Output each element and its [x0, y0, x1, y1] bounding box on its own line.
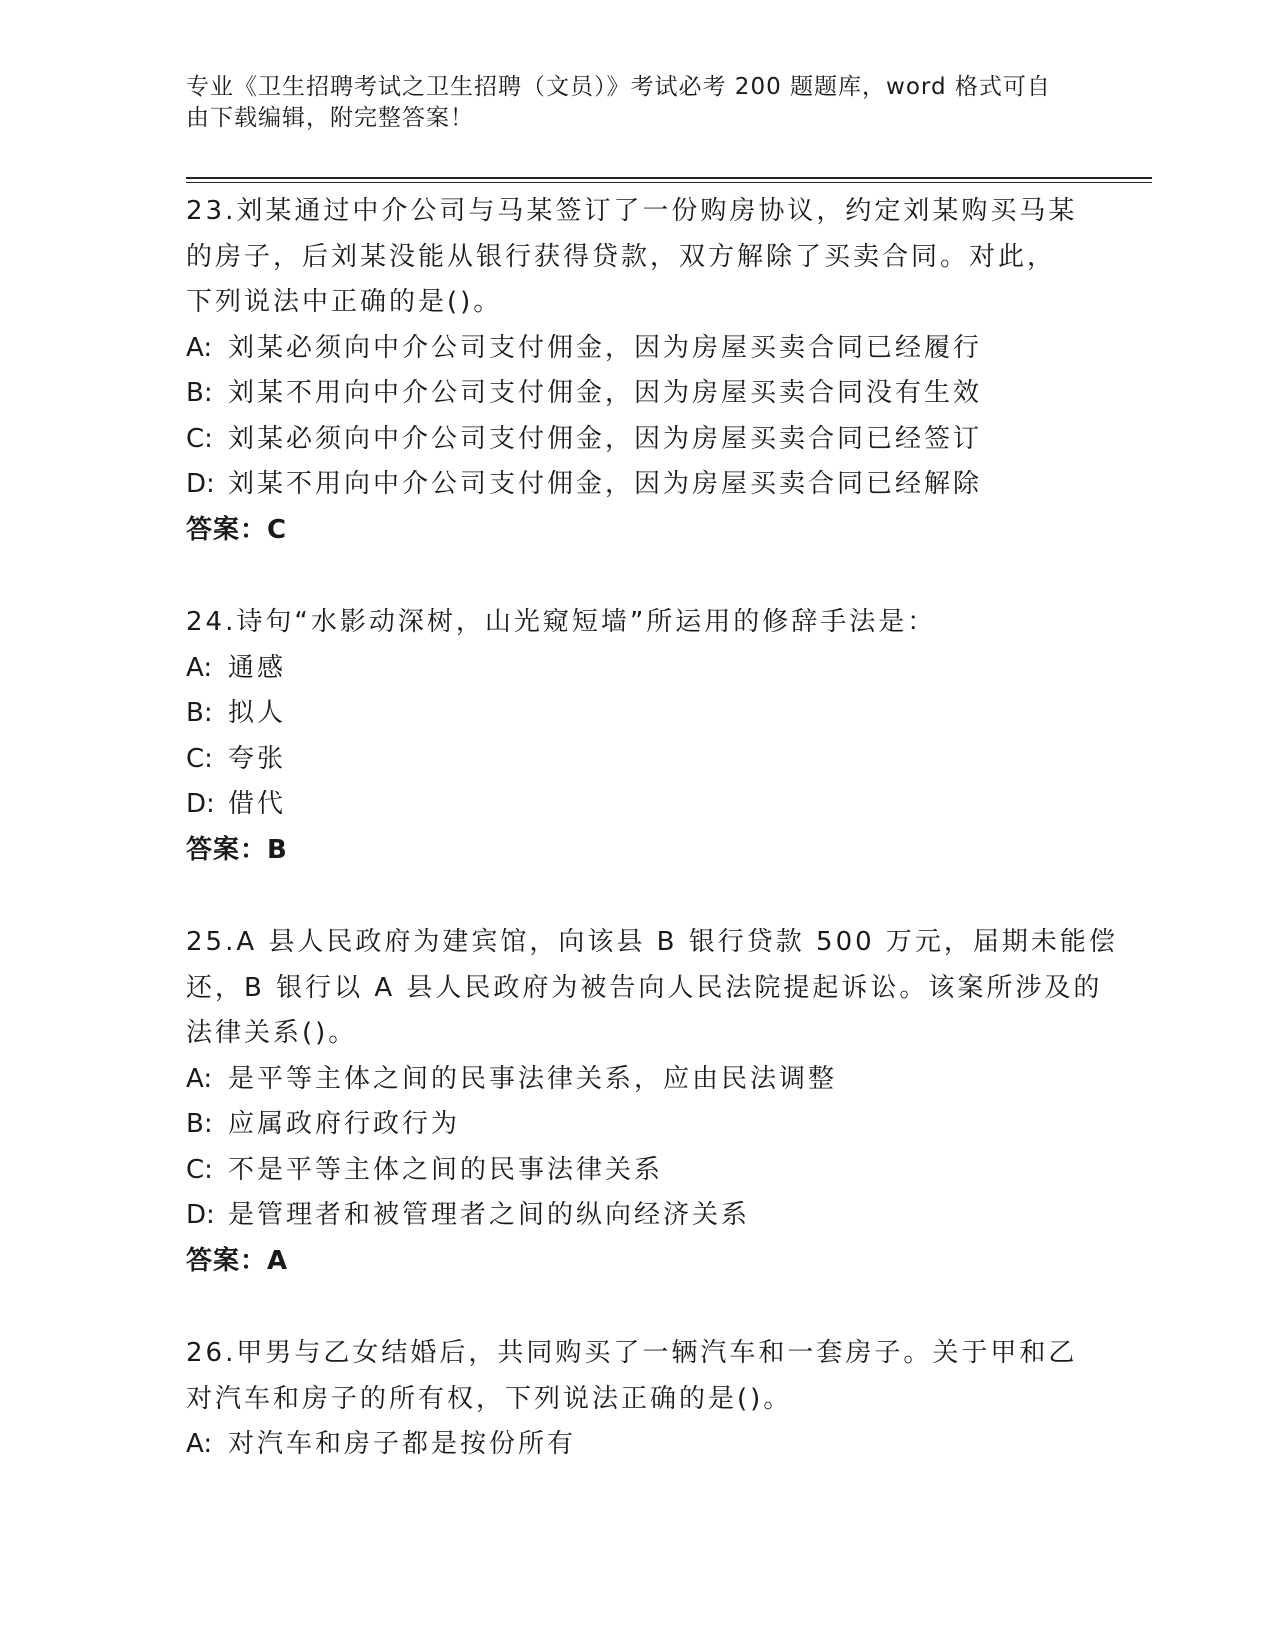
option-letter: A:: [186, 1429, 213, 1459]
stem-line: 23.刘某通过中介公司与马某签订了一份购房协议，约定刘某购买马某: [186, 196, 1078, 226]
question-stem: [186, 189, 1086, 326]
option-letter: D:: [186, 469, 215, 499]
option-letter: B:: [186, 378, 213, 408]
option-text: 刘某不用向中介公司支付佣金，因为房屋买卖合同已经解除: [228, 469, 983, 499]
answer-line: 答案：A: [186, 1245, 289, 1276]
option-letter: D:: [186, 789, 215, 819]
option-b: [186, 691, 1086, 737]
stem-line: 还，B 银行以 A 县人民政府为被告向人民法院提起诉讼。该案所涉及的: [186, 972, 1103, 1003]
option-text: 应属政府行政行为: [228, 1109, 461, 1139]
question-stem: [186, 1331, 1086, 1422]
header-title-line-1: 专业《卫生招聘考试之卫生招聘（文员）》考试必考 200 题题库，word 格式可自: [186, 74, 1051, 100]
option-b: [186, 371, 1086, 417]
option-text: 刘某必须向中介公司支付佣金，因为房屋买卖合同已经履行: [228, 332, 983, 363]
stem-line: 下列说法中正确的是()。: [186, 287, 503, 317]
header-title-line-2: 由下载编辑，附完整答案！: [186, 105, 474, 131]
stem-line: 法律关系()。: [186, 1018, 358, 1048]
header-divider: [186, 177, 1152, 179]
option-a: [186, 1057, 1086, 1103]
option-a: [186, 646, 1086, 692]
option-text: 是管理者和被管理者之间的纵向经济关系: [228, 1200, 751, 1230]
stem-line: 25.A 县人民政府为建宾馆，向该县 B 银行贷款 500 万元，届期未能偿: [186, 927, 1118, 957]
document-header: [186, 72, 1086, 134]
option-letter: A:: [186, 652, 213, 683]
stem-line: 24.诗句“水影动深树，山光窥短墙”所运用的修辞手法是：: [186, 607, 937, 637]
option-a: [186, 1422, 1086, 1468]
option-text: 对汽车和房子都是按份所有: [228, 1429, 577, 1459]
option-a: [186, 326, 1086, 372]
option-letter: D:: [186, 1200, 215, 1230]
option-c: [186, 417, 1086, 463]
header-divider-thin: [186, 182, 1152, 183]
option-letter: C:: [186, 1154, 213, 1185]
option-text: 借代: [228, 789, 287, 819]
option-text: 夸张: [228, 743, 287, 774]
option-text: 是平等主体之间的民事法律关系，应由民法调整: [228, 1063, 838, 1094]
option-b: [186, 1102, 1086, 1148]
question-list: [186, 189, 1118, 1515]
option-letter: B:: [186, 698, 213, 728]
question-24: [186, 600, 1086, 873]
option-letter: A:: [186, 1063, 213, 1094]
stem-line: 的房子，后刘某没能从银行获得贷款，双方解除了买卖合同。对此，: [186, 241, 1057, 272]
option-d: [186, 782, 1086, 828]
question-stem: [186, 600, 1086, 646]
stem-line: 26.甲男与乙女结婚后，共同购买了一辆汽车和一套房子。关于甲和乙: [186, 1338, 1078, 1368]
option-letter: B:: [186, 1109, 213, 1139]
option-letter: C:: [186, 743, 213, 774]
stem-line: 对汽车和房子的所有权，下列说法正确的是()。: [186, 1383, 793, 1414]
option-d: [186, 1193, 1086, 1239]
option-letter: A:: [186, 332, 213, 363]
option-text: 刘某不用向中介公司支付佣金，因为房屋买卖合同没有生效: [228, 378, 983, 408]
option-c: [186, 1148, 1086, 1194]
question-stem: [186, 920, 1118, 1057]
question-25: [186, 920, 1118, 1284]
option-text: 通感: [228, 652, 287, 683]
answer-line: 答案：B: [186, 834, 288, 865]
answer-line: 答案：C: [186, 514, 288, 545]
question-23: [186, 189, 1086, 553]
question-26: [186, 1331, 1086, 1468]
option-text: 刘某必须向中介公司支付佣金，因为房屋买卖合同已经签订: [228, 423, 983, 454]
option-letter: C:: [186, 423, 213, 454]
option-text: 不是平等主体之间的民事法律关系: [228, 1154, 664, 1185]
option-text: 拟人: [228, 698, 287, 728]
option-c: [186, 737, 1086, 783]
option-d: [186, 462, 1086, 508]
